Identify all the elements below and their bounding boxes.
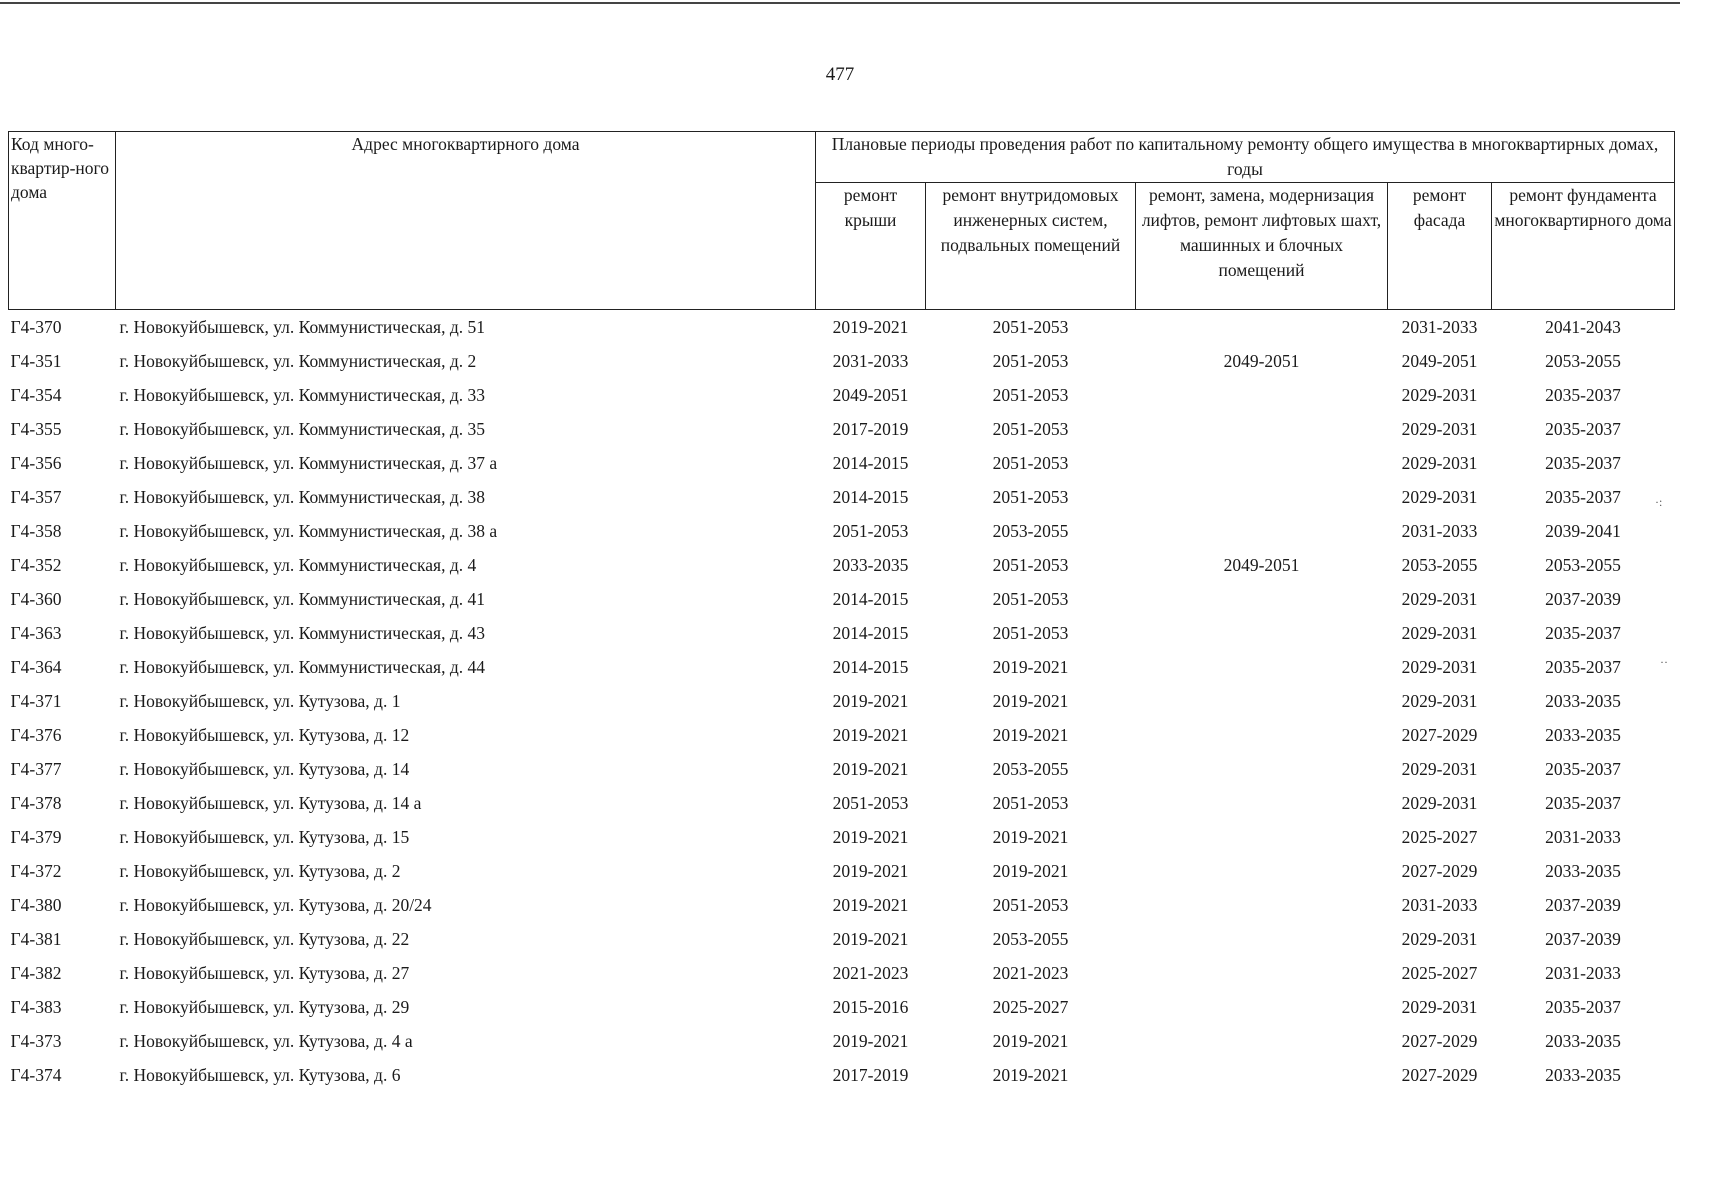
table-row bbox=[9, 820, 1675, 854]
row-lifts-period bbox=[1136, 412, 1388, 446]
row-lifts-period bbox=[1136, 854, 1388, 888]
row-code: Г4-377 bbox=[10, 758, 62, 779]
row-roof-period: 2019-2021 bbox=[832, 758, 909, 779]
row-foundation-period: 2035-2037 bbox=[1545, 486, 1621, 507]
row-roof-period: 2019-2021 bbox=[832, 928, 909, 949]
header-lifts-repair: ремонт, замена, модернизация лифтов, ремонт лифтовых шахт, машинных и блочных помещений bbox=[1136, 183, 1388, 310]
header-periods: Плановые периоды проведения работ по капитальному ремонту общего имущества в многоквартирных домах, годы bbox=[816, 132, 1675, 183]
table-row bbox=[9, 548, 1675, 582]
table-row bbox=[9, 888, 1675, 922]
row-facade-period: 2029-2031 bbox=[1401, 792, 1478, 813]
row-address: г. Новокуйбышевск, ул. Коммунистическая, д. 2 bbox=[119, 350, 477, 371]
row-code: Г4-351 bbox=[10, 350, 62, 371]
row-lifts-period bbox=[1136, 718, 1388, 752]
row-code: Г4-356 bbox=[10, 452, 62, 473]
row-lifts-period bbox=[1136, 786, 1388, 820]
row-address: г. Новокуйбышевск, ул. Коммунистическая, д. 44 bbox=[119, 656, 486, 677]
row-code: Г4-363 bbox=[10, 622, 62, 643]
table-row bbox=[9, 310, 1675, 345]
row-foundation-period: 2037-2039 bbox=[1545, 894, 1621, 915]
row-facade-period: 2029-2031 bbox=[1401, 486, 1478, 507]
header-foundation-repair: ремонт фундамента многоквартирного дома bbox=[1492, 183, 1675, 310]
table-row bbox=[9, 650, 1675, 684]
row-roof-period: 2019-2021 bbox=[832, 860, 909, 881]
row-code: Г4-355 bbox=[10, 418, 62, 439]
row-systems-period: 2051-2053 bbox=[992, 588, 1069, 609]
row-lifts-period bbox=[1136, 514, 1388, 548]
row-roof-period: 2051-2053 bbox=[832, 520, 909, 541]
row-systems-period: 2019-2021 bbox=[992, 860, 1069, 881]
row-lifts-period bbox=[1136, 752, 1388, 786]
row-facade-period: 2029-2031 bbox=[1401, 418, 1478, 439]
row-systems-period: 2051-2053 bbox=[992, 316, 1069, 337]
row-systems-period: 2051-2053 bbox=[992, 792, 1069, 813]
row-systems-period: 2019-2021 bbox=[992, 724, 1069, 745]
row-foundation-period: 2039-2041 bbox=[1545, 520, 1621, 541]
row-code: Г4-380 bbox=[10, 894, 62, 915]
row-address: г. Новокуйбышевск, ул. Кутузова, д. 22 bbox=[119, 928, 410, 949]
row-roof-period: 2019-2021 bbox=[832, 1030, 909, 1051]
row-roof-period: 2014-2015 bbox=[832, 588, 909, 609]
row-foundation-period: 2033-2035 bbox=[1545, 1030, 1621, 1051]
table-row bbox=[9, 854, 1675, 888]
table-row bbox=[9, 1058, 1675, 1092]
row-lifts-period bbox=[1136, 378, 1388, 412]
row-facade-period: 2029-2031 bbox=[1401, 996, 1478, 1017]
row-address: г. Новокуйбышевск, ул. Коммунистическая, д. 41 bbox=[119, 588, 486, 609]
row-lifts-period bbox=[1136, 582, 1388, 616]
table-row bbox=[9, 616, 1675, 650]
row-foundation-period: 2035-2037 bbox=[1545, 418, 1621, 439]
row-foundation-period: 2037-2039 bbox=[1545, 928, 1621, 949]
row-foundation-period: 2053-2055 bbox=[1545, 350, 1621, 371]
row-code: Г4-374 bbox=[10, 1064, 62, 1085]
table-row bbox=[9, 344, 1675, 378]
row-facade-period: 2031-2033 bbox=[1401, 520, 1478, 541]
row-address: г. Новокуйбышевск, ул. Кутузова, д. 20/24 bbox=[119, 894, 432, 915]
row-lifts-period bbox=[1136, 480, 1388, 514]
page-number: 477 bbox=[825, 64, 855, 85]
table-row bbox=[9, 412, 1675, 446]
row-code: Г4-381 bbox=[10, 928, 62, 949]
row-roof-period: 2051-2053 bbox=[832, 792, 909, 813]
row-code: Г4-354 bbox=[10, 384, 62, 405]
row-roof-period: 2015-2016 bbox=[832, 996, 909, 1017]
row-address: г. Новокуйбышевск, ул. Коммунистическая, д. 4 bbox=[119, 554, 477, 575]
row-roof-period: 2019-2021 bbox=[832, 316, 909, 337]
row-foundation-period: 2035-2037 bbox=[1545, 656, 1621, 677]
header-engineering-systems-repair: ремонт внутридомовых инженерных систем, подвальных помещений bbox=[926, 183, 1136, 310]
row-systems-period: 2019-2021 bbox=[992, 1030, 1069, 1051]
scan-artifact: ·· bbox=[1660, 655, 1668, 669]
row-facade-period: 2031-2033 bbox=[1401, 894, 1478, 915]
row-code: Г4-382 bbox=[10, 962, 62, 983]
row-lifts-period bbox=[1136, 684, 1388, 718]
row-systems-period: 2051-2053 bbox=[992, 622, 1069, 643]
row-code: Г4-373 bbox=[10, 1030, 62, 1051]
row-foundation-period: 2035-2037 bbox=[1545, 758, 1621, 779]
table-row bbox=[9, 718, 1675, 752]
row-systems-period: 2051-2053 bbox=[992, 452, 1069, 473]
header-code: Код много-квартир-ного дома bbox=[9, 132, 116, 310]
table-row bbox=[9, 752, 1675, 786]
capital-repair-table bbox=[8, 131, 1675, 1092]
row-facade-period: 2029-2031 bbox=[1401, 656, 1478, 677]
row-lifts-period bbox=[1136, 650, 1388, 684]
row-code: Г4-352 bbox=[10, 554, 62, 575]
row-roof-period: 2049-2051 bbox=[832, 384, 909, 405]
row-code: Г4-379 bbox=[10, 826, 62, 847]
row-systems-period: 2053-2055 bbox=[992, 758, 1069, 779]
row-foundation-period: 2035-2037 bbox=[1545, 384, 1621, 405]
row-code: Г4-370 bbox=[10, 316, 62, 337]
row-roof-period: 2014-2015 bbox=[832, 486, 909, 507]
row-code: Г4-372 bbox=[10, 860, 62, 881]
table-row bbox=[9, 922, 1675, 956]
row-facade-period: 2027-2029 bbox=[1401, 860, 1478, 881]
header-facade-repair: ремонт фасада bbox=[1388, 183, 1492, 310]
scan-artifact: ·: bbox=[1655, 495, 1663, 509]
table-row bbox=[9, 480, 1675, 514]
row-foundation-period: 2035-2037 bbox=[1545, 452, 1621, 473]
row-lifts-period bbox=[1136, 446, 1388, 480]
row-systems-period: 2019-2021 bbox=[992, 656, 1069, 677]
row-systems-period: 2021-2023 bbox=[992, 962, 1069, 983]
row-facade-period: 2029-2031 bbox=[1401, 690, 1478, 711]
row-facade-period: 2029-2031 bbox=[1401, 588, 1478, 609]
row-address: г. Новокуйбышевск, ул. Кутузова, д. 6 bbox=[119, 1064, 401, 1085]
table-row bbox=[9, 378, 1675, 412]
row-facade-period: 2049-2051 bbox=[1401, 350, 1478, 371]
row-address: г. Новокуйбышевск, ул. Кутузова, д. 14 bbox=[119, 758, 410, 779]
row-roof-period: 2019-2021 bbox=[832, 690, 909, 711]
row-systems-period: 2051-2053 bbox=[992, 486, 1069, 507]
row-address: г. Новокуйбышевск, ул. Кутузова, д. 14 а bbox=[119, 792, 422, 813]
row-systems-period: 2019-2021 bbox=[992, 826, 1069, 847]
table-row bbox=[9, 582, 1675, 616]
row-lifts-period bbox=[1136, 990, 1388, 1024]
row-facade-period: 2025-2027 bbox=[1401, 826, 1478, 847]
row-roof-period: 2021-2023 bbox=[832, 962, 909, 983]
row-foundation-period: 2031-2033 bbox=[1545, 962, 1621, 983]
row-systems-period: 2025-2027 bbox=[992, 996, 1069, 1017]
row-address: г. Новокуйбышевск, ул. Кутузова, д. 15 bbox=[119, 826, 410, 847]
row-roof-period: 2014-2015 bbox=[832, 452, 909, 473]
row-roof-period: 2014-2015 bbox=[832, 656, 909, 677]
row-address: г. Новокуйбышевск, ул. Кутузова, д. 27 bbox=[119, 962, 410, 983]
row-facade-period: 2025-2027 bbox=[1401, 962, 1478, 983]
row-address: г. Новокуйбышевск, ул. Кутузова, д. 2 bbox=[119, 860, 401, 881]
row-foundation-period: 2037-2039 bbox=[1545, 588, 1621, 609]
row-systems-period: 2019-2021 bbox=[992, 690, 1069, 711]
row-systems-period: 2053-2055 bbox=[992, 520, 1069, 541]
row-roof-period: 2017-2019 bbox=[832, 418, 909, 439]
table-row bbox=[9, 684, 1675, 718]
row-lifts-period bbox=[1136, 956, 1388, 990]
row-code: Г4-357 bbox=[10, 486, 62, 507]
row-code: Г4-360 bbox=[10, 588, 62, 609]
row-roof-period: 2031-2033 bbox=[832, 350, 909, 371]
row-facade-period: 2027-2029 bbox=[1401, 724, 1478, 745]
row-address: г. Новокуйбышевск, ул. Кутузова, д. 12 bbox=[119, 724, 410, 745]
header-roof-repair: ремонт крыши bbox=[816, 183, 926, 310]
row-code: Г4-383 bbox=[10, 996, 62, 1017]
row-foundation-period: 2041-2043 bbox=[1545, 316, 1621, 337]
row-address: г. Новокуйбышевск, ул. Коммунистическая, д. 43 bbox=[119, 622, 486, 643]
row-roof-period: 2019-2021 bbox=[832, 724, 909, 745]
row-address: г. Новокуйбышевск, ул. Коммунистическая, д. 38 bbox=[119, 486, 486, 507]
row-systems-period: 2051-2053 bbox=[992, 554, 1069, 575]
row-lifts-period bbox=[1136, 888, 1388, 922]
row-code: Г4-358 bbox=[10, 520, 62, 541]
row-facade-period: 2053-2055 bbox=[1401, 554, 1478, 575]
row-facade-period: 2029-2031 bbox=[1401, 758, 1478, 779]
row-address: г. Новокуйбышевск, ул. Коммунистическая, д. 35 bbox=[119, 418, 486, 439]
row-facade-period: 2029-2031 bbox=[1401, 622, 1478, 643]
table-row bbox=[9, 446, 1675, 480]
row-roof-period: 2017-2019 bbox=[832, 1064, 909, 1085]
header-address: Адрес многоквартирного дома bbox=[116, 132, 816, 310]
table-row bbox=[9, 1024, 1675, 1058]
row-roof-period: 2019-2021 bbox=[832, 826, 909, 847]
row-roof-period: 2033-2035 bbox=[832, 554, 909, 575]
row-foundation-period: 2033-2035 bbox=[1545, 860, 1621, 881]
row-code: Г4-378 bbox=[10, 792, 62, 813]
top-rule bbox=[0, 2, 1680, 4]
row-foundation-period: 2035-2037 bbox=[1545, 996, 1621, 1017]
row-foundation-period: 2035-2037 bbox=[1545, 792, 1621, 813]
row-systems-period: 2051-2053 bbox=[992, 418, 1069, 439]
row-foundation-period: 2033-2035 bbox=[1545, 1064, 1621, 1085]
row-systems-period: 2019-2021 bbox=[992, 1064, 1069, 1085]
row-lifts-period bbox=[1136, 922, 1388, 956]
row-code: Г4-371 bbox=[10, 690, 62, 711]
row-lifts-period bbox=[1136, 820, 1388, 854]
row-lifts-period bbox=[1136, 310, 1388, 345]
table-row bbox=[9, 786, 1675, 820]
row-systems-period: 2051-2053 bbox=[992, 350, 1069, 371]
row-facade-period: 2029-2031 bbox=[1401, 452, 1478, 473]
row-address: г. Новокуйбышевск, ул. Кутузова, д. 1 bbox=[119, 690, 401, 711]
row-foundation-period: 2053-2055 bbox=[1545, 554, 1621, 575]
row-code: Г4-364 bbox=[10, 656, 62, 677]
row-facade-period: 2029-2031 bbox=[1401, 928, 1478, 949]
table-row bbox=[9, 514, 1675, 548]
row-systems-period: 2051-2053 bbox=[992, 894, 1069, 915]
row-address: г. Новокуйбышевск, ул. Коммунистическая, д. 51 bbox=[119, 316, 486, 337]
table-row bbox=[9, 956, 1675, 990]
row-lifts-period bbox=[1136, 1058, 1388, 1092]
row-address: г. Новокуйбышевск, ул. Кутузова, д. 29 bbox=[119, 996, 410, 1017]
row-address: г. Новокуйбышевск, ул. Кутузова, д. 4 а bbox=[119, 1030, 413, 1051]
row-systems-period: 2053-2055 bbox=[992, 928, 1069, 949]
row-lifts-period: 2049-2051 bbox=[1223, 350, 1300, 371]
row-foundation-period: 2035-2037 bbox=[1545, 622, 1621, 643]
row-address: г. Новокуйбышевск, ул. Коммунистическая, д. 37 а bbox=[119, 452, 498, 473]
row-facade-period: 2031-2033 bbox=[1401, 316, 1478, 337]
row-roof-period: 2019-2021 bbox=[832, 894, 909, 915]
row-roof-period: 2014-2015 bbox=[832, 622, 909, 643]
row-foundation-period: 2033-2035 bbox=[1545, 690, 1621, 711]
row-address: г. Новокуйбышевск, ул. Коммунистическая, д. 33 bbox=[119, 384, 486, 405]
row-lifts-period: 2049-2051 bbox=[1223, 554, 1300, 575]
table-body bbox=[9, 310, 1675, 1093]
row-lifts-period bbox=[1136, 616, 1388, 650]
row-code: Г4-376 bbox=[10, 724, 62, 745]
row-facade-period: 2029-2031 bbox=[1401, 384, 1478, 405]
row-lifts-period bbox=[1136, 1024, 1388, 1058]
row-facade-period: 2027-2029 bbox=[1401, 1030, 1478, 1051]
row-address: г. Новокуйбышевск, ул. Коммунистическая, д. 38 а bbox=[119, 520, 498, 541]
table-row bbox=[9, 990, 1675, 1024]
row-foundation-period: 2031-2033 bbox=[1545, 826, 1621, 847]
row-systems-period: 2051-2053 bbox=[992, 384, 1069, 405]
row-foundation-period: 2033-2035 bbox=[1545, 724, 1621, 745]
row-facade-period: 2027-2029 bbox=[1401, 1064, 1478, 1085]
